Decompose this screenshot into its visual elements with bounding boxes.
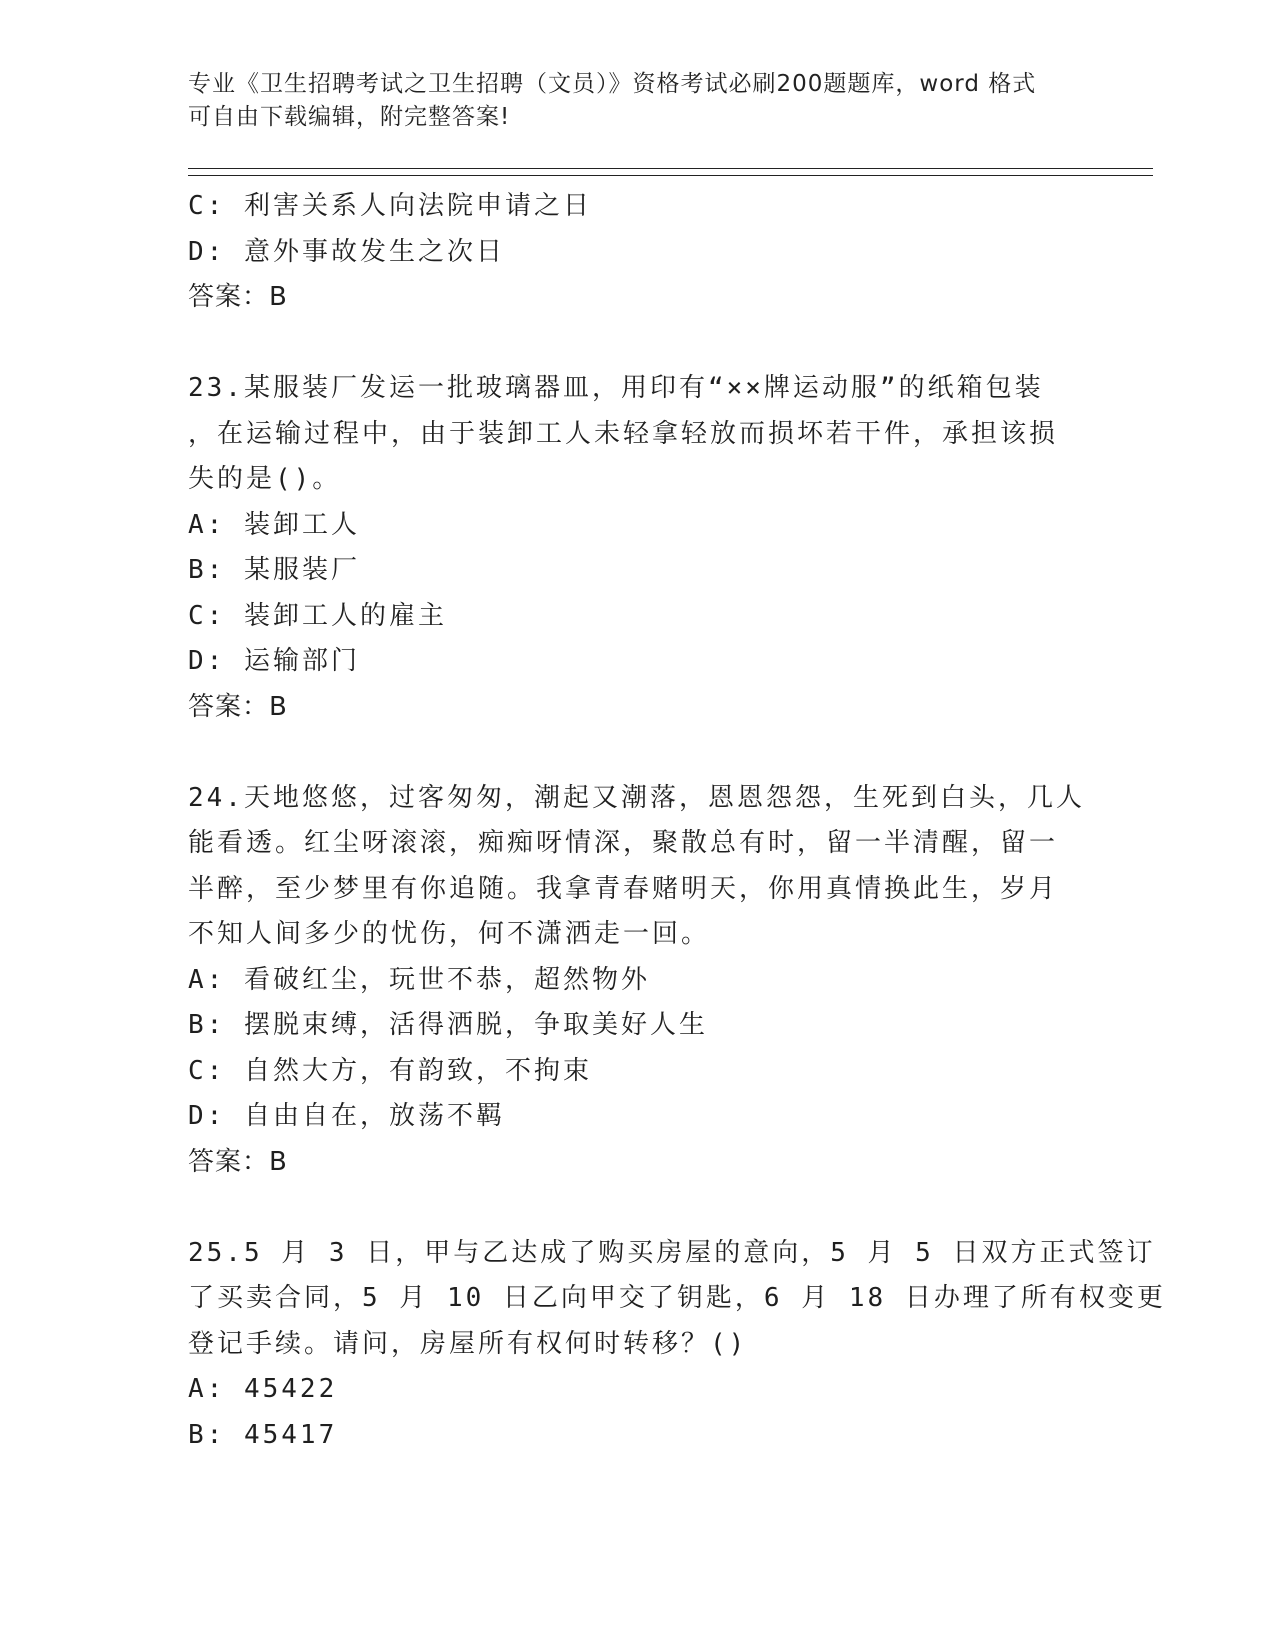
question-23 <box>188 366 1148 730</box>
header-line-1: 专业《卫生招聘考试之卫生招聘（文员）》资格考试必刷200题题库，word 格式 <box>188 71 1037 97</box>
option-d: D: 自由自在，放荡不羁 <box>188 1101 505 1131</box>
option-c: C: 自然大方，有韵致，不拘束 <box>188 1055 592 1086</box>
option-d: D: 运输部门 <box>188 646 360 676</box>
header-line-2: 可自由下载编辑，附完整答案! <box>188 104 511 130</box>
option-b: B: 45417 <box>188 1419 338 1450</box>
question-text-line: 失的是()。 <box>188 464 342 494</box>
header-divider <box>188 168 1153 176</box>
question-list <box>188 184 1166 1458</box>
question-text-line: 能看透。红尘呀滚滚，痴痴呀情深，聚散总有时，留一半清醒，留一 <box>188 828 1059 858</box>
option-a: A: 45422 <box>188 1374 338 1404</box>
question-text-line: 不知人间多少的忧伤，何不潇洒走一回。 <box>188 919 711 949</box>
option-d: D: 意外事故发生之次日 <box>188 236 505 267</box>
option-a: A: 装卸工人 <box>188 509 360 540</box>
question-24 <box>188 776 1148 1186</box>
question-text-line: 半醉，至少梦里有你追随。我拿青春赌明天，你用真情换此生，岁月 <box>188 873 1059 904</box>
question-text-line: 了买卖合同，5 月 10 日乙向甲交了钥匙，6 月 18 日办理了所有权变更 <box>188 1283 1166 1313</box>
question-text-line: 23.某服装厂发运一批玻璃器皿，用印有“××牌运动服”的纸箱包装 <box>188 373 1044 403</box>
question-text-line: 25.5 月 3 日，甲与乙达成了购买房屋的意向，5 月 5 日双方正式签订 <box>188 1237 1156 1268</box>
question-25 <box>188 1231 1166 1459</box>
option-a: A: 看破红尘，玩世不恭，超然物外 <box>188 964 650 995</box>
option-b: B: 摆脱束缚，活得洒脱，争取美好人生 <box>188 1010 708 1040</box>
option-c: C: 装卸工人的雇主 <box>188 600 447 631</box>
answer: 答案：B <box>188 691 288 722</box>
document-header <box>188 68 1148 134</box>
option-b: B: 某服装厂 <box>188 555 360 585</box>
question-text-line: 登记手续。请问，房屋所有权何时转移？() <box>188 1328 748 1359</box>
option-c: C: 利害关系人向法院申请之日 <box>188 191 592 221</box>
answer: 答案：B <box>188 282 288 312</box>
question-text-line: ，在运输过程中，由于装卸工人未轻拿轻放而损坏若干件，承担该损 <box>188 418 1059 449</box>
answer: 答案：B <box>188 1146 288 1177</box>
question-text-line: 24.天地悠悠，过客匆匆，潮起又潮落，恩恩怨怨，生死到白头，几人 <box>188 782 1085 813</box>
question-22-tail <box>188 184 1148 321</box>
document-page <box>188 68 1166 1458</box>
